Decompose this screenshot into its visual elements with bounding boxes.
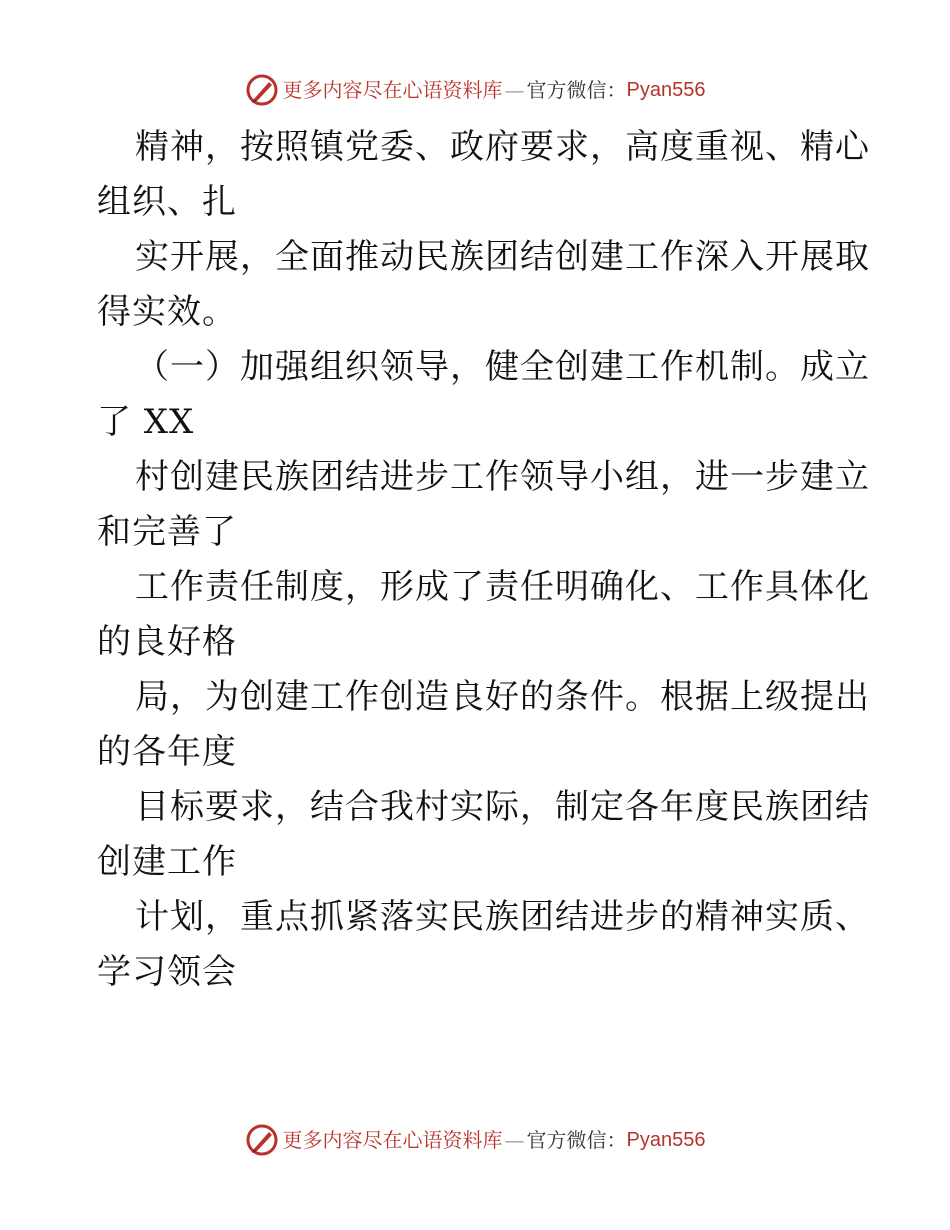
header-watermark (0, 70, 950, 110)
paragraph (97, 450, 870, 560)
quill-pen-circle-icon (245, 1123, 279, 1157)
quill-pen-circle-icon (245, 73, 279, 107)
paragraph-line: 精神，按照镇党委、政府要求，高度重视、精心 (135, 127, 870, 167)
paragraph-line: 创建工作 (97, 842, 237, 882)
paragraph (97, 670, 870, 780)
paragraph-line: 了 XX (97, 402, 195, 442)
watermark-label: 官方微信： (526, 78, 627, 102)
paragraph-line: 村创建民族团结进步工作领导小组，进一步建立 (135, 457, 870, 497)
paragraph-line: 实开展，全面推动民族团结创建工作深入开展取 (135, 237, 870, 277)
paragraph-line: 目标要求，结合我村实际，制定各年度民族团结 (135, 787, 870, 827)
watermark-id: Pyan556 (626, 1129, 706, 1151)
paragraph-line: 局，为创建工作创造良好的条件。根据上级提出 (135, 677, 870, 717)
watermark-text: 更多内容尽在心语资料库 (282, 1128, 503, 1152)
paragraph-line: 得实效。 (97, 292, 237, 332)
paragraph-line: 的各年度 (97, 732, 237, 772)
paragraph (97, 780, 870, 890)
paragraph-line: 组织、扎 (97, 182, 237, 222)
paragraph (97, 340, 870, 450)
paragraph-line: 计划，重点抓紧落实民族团结进步的精神实质、 (135, 897, 870, 937)
watermark-label: 官方微信： (526, 1128, 627, 1152)
paragraph-line: 和完善了 (97, 512, 237, 552)
document-body (97, 120, 870, 1000)
paragraph-line: 学习领会 (97, 952, 237, 992)
watermark-id: Pyan556 (626, 79, 706, 101)
paragraph-line: 的良好格 (97, 622, 237, 662)
paragraph (97, 120, 870, 230)
watermark-text: 更多内容尽在心语资料库 (282, 78, 503, 102)
paragraph (97, 560, 870, 670)
watermark-separator: — (504, 1128, 525, 1152)
paragraph-line: （一）加强组织领导，健全创建工作机制。成立 (135, 347, 870, 387)
watermark-separator: — (504, 78, 525, 102)
paragraph (97, 230, 870, 340)
paragraph-line: 工作责任制度，形成了责任明确化、工作具体化 (135, 567, 870, 607)
footer-watermark (0, 1120, 950, 1160)
paragraph (97, 890, 870, 1000)
